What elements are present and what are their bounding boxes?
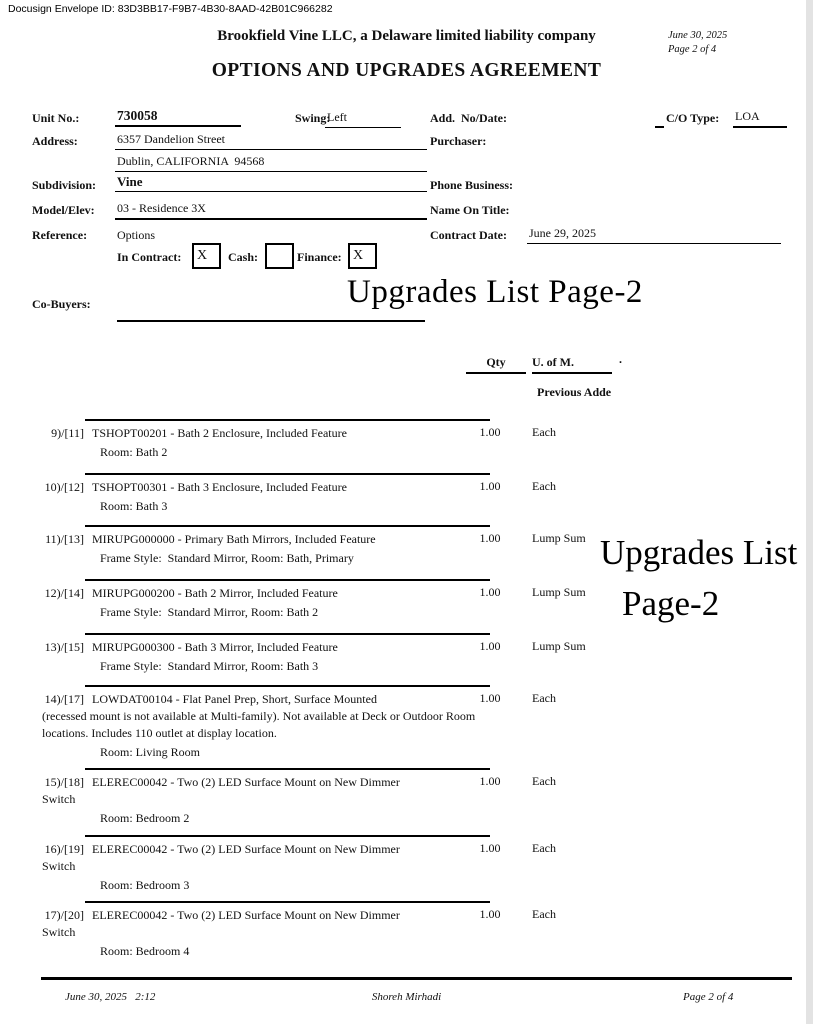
row-room: Room: Bath 2: [100, 445, 168, 459]
row-separator: [85, 901, 490, 903]
row-qty: 1.00: [479, 841, 501, 855]
row-uom: Lump Sum: [532, 639, 586, 653]
finance-checkbox-mark: X: [353, 248, 364, 263]
unit-no-value: 730058: [115, 108, 241, 127]
co-type-value: LOA: [733, 109, 787, 128]
row-separator: [85, 633, 490, 635]
row-continuation: Switch: [42, 925, 76, 939]
row-number: 15)/[18]: [44, 775, 84, 789]
swing-value: Left: [325, 110, 401, 128]
row-uom: Lump Sum: [532, 585, 586, 599]
row-uom: Lump Sum: [532, 531, 586, 545]
uom-trailing-period: .: [619, 352, 622, 366]
row-description: ELEREC00042 - Two (2) LED Surface Mount on New Dimmer: [92, 775, 400, 789]
footer-page-number: Page 2 of 4: [683, 991, 734, 1003]
in-contract-label: In Contract:: [117, 250, 182, 264]
co-buyers-label: Co-Buyers:: [32, 297, 91, 311]
phone-business-label: Phone Business:: [430, 178, 514, 192]
table-row: [32, 901, 792, 967]
row-uom: Each: [532, 907, 556, 921]
row-description: LOWDAT00104 - Flat Panel Prep, Short, Surface Mounted: [92, 692, 377, 706]
row-description: MIRUPG000000 - Primary Bath Mirrors, Included Feature: [92, 532, 376, 546]
add-no-date-label: Add. No/Date:: [430, 111, 507, 125]
page-edge-shadow: [806, 0, 813, 1024]
row-continuation: (recessed mount is not available at Multi-family). Not available at Deck or Outdoor Room locations. Includes 110 outlet at display location.: [42, 709, 479, 740]
row-qty: 1.00: [479, 691, 501, 705]
address-line2: Dublin, CALIFORNIA 94568: [115, 154, 427, 172]
row-description: TSHOPT00301 - Bath 3 Enclosure, Included Feature: [92, 480, 347, 494]
purchaser-label: Purchaser:: [430, 134, 487, 148]
row-number: 13)/[15]: [44, 640, 84, 654]
co-type-label: C/O Type:: [666, 111, 720, 125]
row-qty: 1.00: [479, 585, 501, 599]
row-uom: Each: [532, 841, 556, 855]
row-continuation: Switch: [42, 859, 76, 873]
row-uom: Each: [532, 425, 556, 439]
header-date: June 30, 2025: [668, 30, 728, 41]
footer-author: Shoreh Mirhadi: [371, 991, 442, 1003]
annotation-upgrades-list-center: Upgrades List Page-2: [347, 274, 643, 310]
row-room: Frame Style: Standard Mirror, Room: Bath 2: [100, 605, 319, 619]
table-row: [32, 685, 792, 768]
row-qty: 1.00: [479, 774, 501, 788]
row-room: Room: Bath 3: [100, 499, 168, 513]
row-room: Room: Bedroom 2: [100, 811, 190, 825]
address-label: Address:: [32, 134, 78, 148]
row-separator: [85, 419, 490, 421]
in-contract-checkbox: [192, 243, 221, 269]
row-qty: 1.00: [479, 425, 501, 439]
row-room: Room: Living Room: [100, 745, 201, 759]
contract-date-label: Contract Date:: [430, 228, 507, 242]
row-number: 9)/[11]: [51, 426, 84, 440]
row-description: MIRUPG000200 - Bath 2 Mirror, Included Feature: [92, 586, 338, 600]
name-on-title-label: Name On Title:: [430, 203, 510, 217]
finance-checkbox: [348, 243, 377, 269]
header-meta: [668, 29, 727, 57]
row-qty: 1.00: [479, 531, 501, 545]
subdivision-label: Subdivision:: [32, 178, 97, 192]
co-buyers-line: [117, 300, 425, 322]
table-row: [32, 525, 792, 579]
previous-added-label: Previous Adde: [537, 385, 612, 399]
row-separator: [85, 473, 490, 475]
in-contract-checkbox-mark: X: [197, 248, 208, 263]
row-description: ELEREC00042 - Two (2) LED Surface Mount on New Dimmer: [92, 842, 400, 856]
table-row: [32, 473, 792, 525]
row-description: TSHOPT00201 - Bath 2 Enclosure, Included Feature: [92, 426, 347, 440]
add-no-underline: [655, 110, 664, 128]
annotation-side-line1: Upgrades List: [600, 533, 798, 572]
table-row: [32, 768, 792, 835]
row-uom: Each: [532, 774, 556, 788]
annotation-side-line2: Page-2: [622, 584, 720, 623]
cash-label: Cash:: [228, 250, 259, 264]
row-uom: Each: [532, 479, 556, 493]
row-room: Frame Style: Standard Mirror, Room: Bath 3: [100, 659, 319, 673]
row-description: ELEREC00042 - Two (2) LED Surface Mount on New Dimmer: [92, 908, 400, 922]
table-row: [32, 419, 792, 473]
contract-date-value: June 29, 2025: [527, 226, 781, 244]
row-qty: 1.00: [479, 639, 501, 653]
row-number: 12)/[14]: [44, 586, 84, 600]
swing-label: Swing:: [295, 111, 331, 125]
row-room: Room: Bedroom 4: [100, 944, 190, 958]
docusign-envelope-id: Docusign Envelope ID: 83D3BB17-F9B7-4B30-8AAD-42B01C966282: [8, 3, 333, 15]
header-page-number: Page 2 of 4: [668, 44, 717, 55]
row-continuation: Switch: [42, 792, 76, 806]
model-elev-value: 03 - Residence 3X: [115, 201, 427, 220]
row-separator: [85, 768, 490, 770]
row-number: 16)/[19]: [44, 842, 84, 856]
row-number: 17)/[20]: [44, 908, 84, 922]
unit-no-label: Unit No.:: [32, 111, 80, 125]
row-number: 11)/[13]: [45, 532, 84, 546]
row-room: Frame Style: Standard Mirror, Room: Bath, Primary: [100, 551, 354, 565]
table-row: [32, 633, 792, 685]
cash-checkbox: [265, 243, 294, 269]
subdivision-value: Vine: [115, 174, 427, 192]
address-line1: 6357 Dandelion Street: [115, 132, 427, 150]
row-room: Room: Bedroom 3: [100, 878, 190, 892]
uom-column-header: U. of M.: [532, 355, 612, 374]
row-description: MIRUPG000300 - Bath 3 Mirror, Included Feature: [92, 640, 338, 654]
row-number: 10)/[12]: [44, 480, 84, 494]
row-separator: [85, 525, 490, 527]
footer-datetime: June 30, 2025 2:12: [65, 991, 156, 1003]
reference-label: Reference:: [32, 228, 88, 242]
company-name: Brookfield Vine LLC, a Delaware limited liability company: [217, 28, 596, 44]
row-uom: Each: [532, 691, 556, 705]
finance-label: Finance:: [297, 250, 342, 264]
model-elev-label: Model/Elev:: [32, 203, 95, 217]
table-row: [32, 579, 792, 633]
reference-value: Options: [117, 228, 156, 242]
row-separator: [85, 685, 490, 687]
page-title: OPTIONS AND UPGRADES AGREEMENT: [211, 60, 602, 81]
row-qty: 1.00: [479, 907, 501, 921]
row-separator: [85, 579, 490, 581]
options-table: [32, 419, 792, 967]
qty-column-header: Qty: [466, 355, 526, 374]
table-row: [32, 835, 792, 901]
footer-rule: [41, 977, 792, 980]
row-qty: 1.00: [479, 479, 501, 493]
row-separator: [85, 835, 490, 837]
row-number: 14)/[17]: [44, 692, 84, 706]
